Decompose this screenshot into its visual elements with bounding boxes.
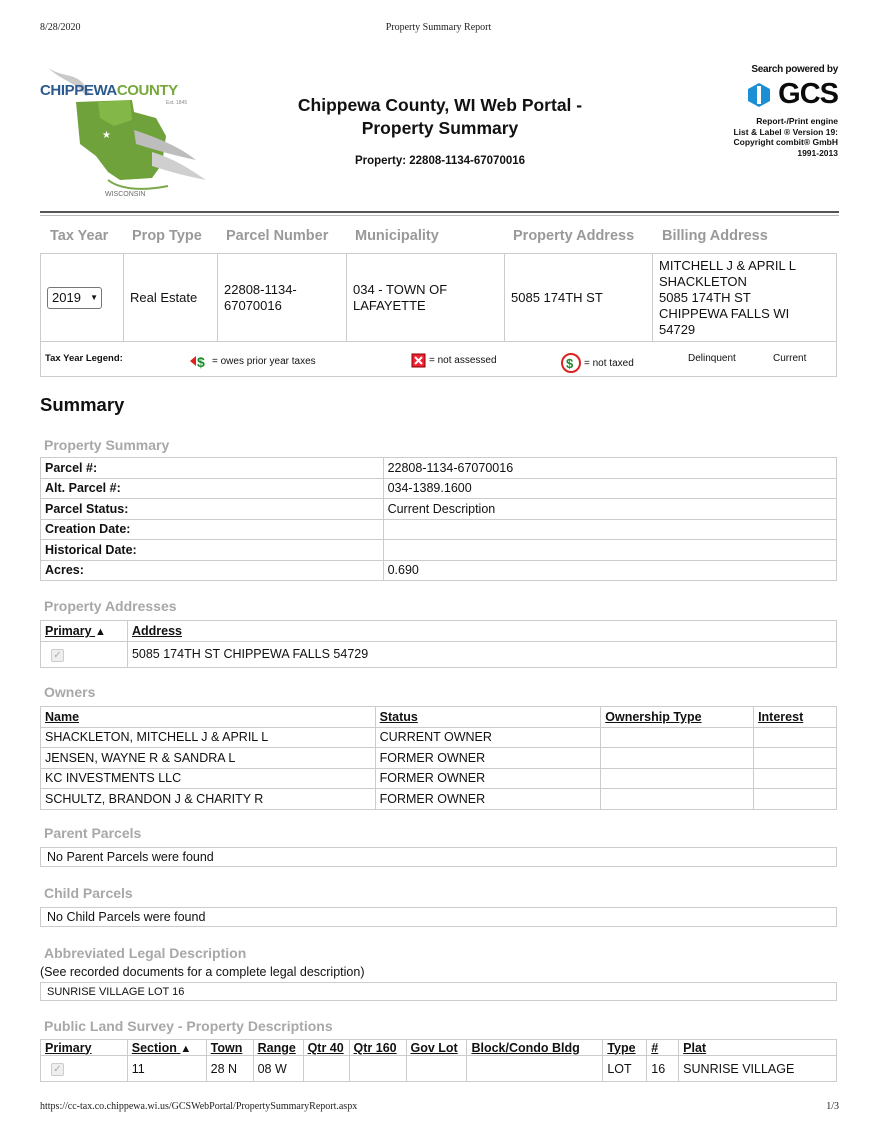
col-header-billing-address: Billing Address [662,228,768,244]
legal-description-note: (See recorded documents for a complete legal description) [40,965,365,979]
legend-not-taxed-text: = not taxed [584,357,634,369]
print-header [0,22,877,36]
chevron-down-icon: ▼ [90,292,98,302]
primary-checkbox[interactable]: ✓ [51,649,64,662]
table-row: ✓ 11 28 N 08 W LOT 16 SUNRISE VILLAGE [41,1056,837,1082]
ownership-type-column-header[interactable]: Ownership Type [601,707,754,728]
property-addresses-heading: Property Addresses [44,598,177,614]
parent-parcels-box: No Parent Parcels were found [40,847,837,867]
table-row: Acres: 0.690 [41,560,837,581]
pls-heading: Public Land Survey - Property Descriptions [44,1018,333,1034]
logo-state: WISCONSIN [105,191,146,198]
sort-ascending-icon: ▲ [180,1042,192,1055]
tax-year-cell [41,254,124,341]
legend-current: Current [773,353,807,364]
header-divider [40,211,839,213]
pls-primary-header[interactable]: Primary [41,1040,128,1056]
print-date: 8/28/2020 [40,22,81,33]
svg-text:$: $ [566,356,574,371]
prop-type-cell: Real Estate [124,254,218,341]
tax-year-legend [40,341,837,377]
table-row: JENSEN, WAYNE R & SANDRA L FORMER OWNER [41,748,837,769]
parent-parcels-heading: Parent Parcels [44,825,142,841]
municipality-cell: 034 - TOWN OF LAFAYETTE [347,254,505,341]
pls-block-header[interactable]: Block/Condo Bldg [467,1040,603,1056]
child-parcels-heading: Child Parcels [44,885,133,901]
pls-section-header[interactable]: Section ▲ [127,1040,206,1056]
owes-prior-taxes-icon [189,353,209,369]
sort-ascending-icon: ▲ [95,625,106,638]
pls-range-header[interactable]: Range [253,1040,303,1056]
svg-text:★: ★ [102,130,111,141]
tax-year-select[interactable]: 2019 ▼ [47,287,102,309]
legend-label: Tax Year Legend: [45,353,123,364]
pls-type-header[interactable]: Type [603,1040,647,1056]
col-header-prop-type: Prop Type [132,228,202,244]
gcs-powered-text: Search powered by [751,64,838,75]
property-summary-heading: Property Summary [44,437,170,453]
gcs-badge [700,64,838,158]
property-id-heading: Property: 22808-1134-67070016 [354,155,526,167]
property-summary-table [40,457,837,581]
legend-delinquent: Delinquent [688,353,736,364]
logo-est: Est. 1845 [166,100,188,106]
print-url: https://cc-tax.co.chippewa.wi.us/GCSWebPortal/PropertySummaryReport.aspx [40,1101,358,1112]
pls-govlot-header[interactable]: Gov Lot [406,1040,467,1056]
owners-heading: Owners [44,684,96,700]
legal-description-heading: Abbreviated Legal Description [44,945,247,961]
summary-heading: Summary [40,394,125,415]
col-header-parcel-number: Parcel Number [226,228,329,244]
gcs-logo: GCS [746,81,838,111]
pls-primary-checkbox[interactable]: ✓ [51,1063,64,1076]
portal-title: Chippewa County, WI Web Portal - Property Summary [297,95,583,138]
legal-description-box: SUNRISE VILLAGE LOT 16 [40,982,837,1001]
pls-table [40,1039,837,1082]
print-page-number: 1/3 [826,1101,839,1112]
pls-number-header[interactable]: # [647,1040,679,1056]
gcs-copyright: Report-/Print engine List & Label ® Version 19: Copyright combit® GmbH 1991-2013 [733,116,838,158]
pls-town-header[interactable]: Town [206,1040,253,1056]
interest-column-header[interactable]: Interest [754,707,837,728]
name-column-header[interactable]: Name [41,707,376,728]
address-column-header[interactable]: Address [127,621,836,642]
status-column-header[interactable]: Status [375,707,601,728]
table-row: Historical Date: [41,540,837,561]
pls-qtr160-header[interactable]: Qtr 160 [349,1040,406,1056]
table-row: SHACKLETON, MITCHELL J & APRIL L CURRENT OWNER [41,727,837,748]
table-row [41,641,837,667]
table-row: Parcel Status: Current Description [41,499,837,520]
col-header-municipality: Municipality [355,228,439,244]
header-divider-thin [40,215,839,216]
table-row: Creation Date: [41,519,837,540]
address-cell: 5085 174TH ST CHIPPEWA FALLS 54729 [127,641,836,667]
pls-qtr40-header[interactable]: Qtr 40 [303,1040,349,1056]
primary-column-header[interactable]: Primary ▲ [41,621,128,642]
legend-owes-text: = owes prior year taxes [212,355,316,367]
not-taxed-icon [561,353,581,373]
col-header-property-address: Property Address [513,228,635,244]
parcel-number-cell: 22808-1134- 67070016 [218,254,347,341]
property-addresses-table [40,620,837,668]
property-address-cell: 5085 174TH ST [505,254,653,341]
svg-text:$: $ [197,354,205,369]
child-parcels-box: No Child Parcels were found [40,907,837,927]
parcel-row [40,253,837,342]
chippewa-county-logo [38,60,208,202]
legend-not-assessed-text: = not assessed [429,355,497,366]
logo-wordmark: CHIPPEWACOUNTY [40,82,178,99]
print-title: Property Summary Report [385,22,492,33]
table-row: Parcel #: 22808-1134-67070016 [41,458,837,479]
pls-plat-header[interactable]: Plat [679,1040,837,1056]
owners-table [40,706,837,810]
table-row: Alt. Parcel #: 034-1389.1600 [41,478,837,499]
col-header-tax-year: Tax Year [50,228,109,244]
billing-address-cell: MITCHELL J & APRIL L SHACKLETON 5085 174TH ST CHIPPEWA FALLS WI 54729 [659,257,797,337]
table-row: SCHULTZ, BRANDON J & CHARITY R FORMER OWNER [41,789,837,810]
not-assessed-icon [411,353,426,368]
gcs-hex-icon [746,82,772,108]
table-row: KC INVESTMENTS LLC FORMER OWNER [41,768,837,789]
